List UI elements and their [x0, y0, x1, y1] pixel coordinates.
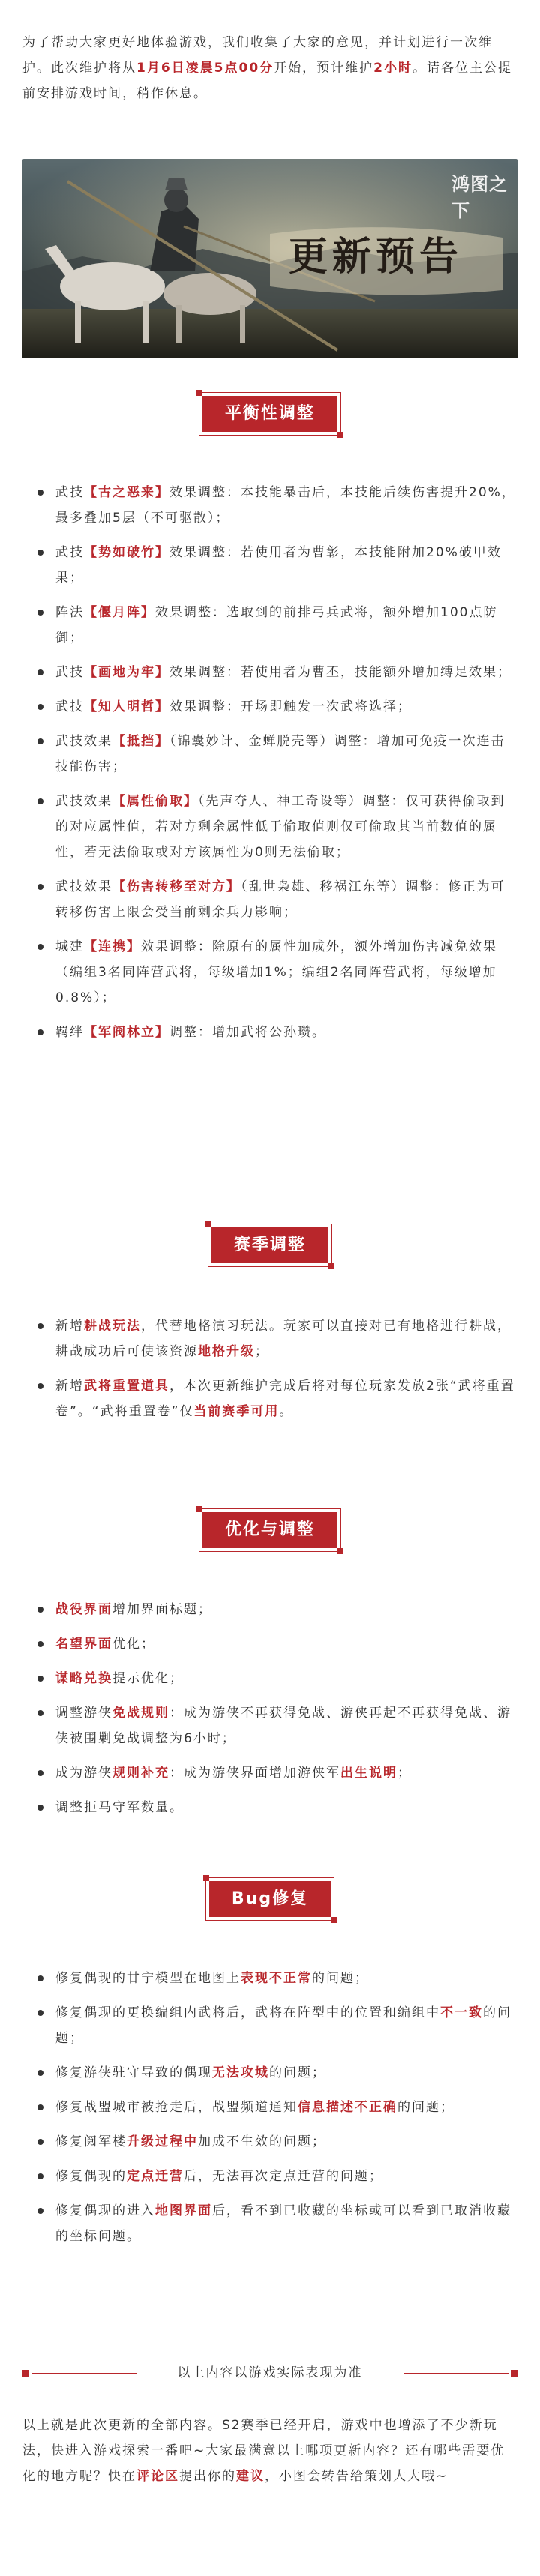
list-item: 羁绊【军阀林立】调整：增加武将公孙瓒。: [33, 1020, 518, 1045]
section-season-header: [0, 1224, 540, 1267]
game-logo: 鸿图之下: [452, 173, 508, 221]
list-item: 修复偶现的定点迁营后，无法再次定点迁营的问题；: [33, 2164, 518, 2189]
list-item: 阵法【偃月阵】效果调整：选取到的前排弓兵武将，额外增加100点防御；: [33, 600, 518, 651]
list-item: 新增武将重置道具，本次更新维护完成后将对每位玩家发放2张“武将重置卷”。“武将重置卷”仅当前赛季可用。: [33, 1373, 518, 1424]
season-list: [33, 1313, 518, 1433]
section-optimize-header: [0, 1508, 540, 1552]
maintenance-duration: 2小时: [374, 61, 412, 76]
section-title-box: [206, 1877, 334, 1921]
list-item: 谋略兑换提示优化；: [33, 1666, 518, 1691]
disclaimer-note: [22, 2360, 518, 2386]
list-item: 成为游侠规则补充：成为游侠界面增加游侠军出生说明；: [33, 1760, 518, 1786]
outro-paragraph: 以上就是此次更新的全部内容。S2赛季已经开启，游戏中也增添了不少新玩法，快进入游戏探索一番吧~大家最满意以上哪项更新内容？还有哪些需要优化的地方呢？快在评论区提出你的建议，小图会转告给策划大大哦~: [22, 2418, 506, 2484]
section-title: 优化与调整: [202, 1512, 338, 1548]
intro-paragraph: [22, 30, 519, 106]
suggestion-highlight: 建议: [236, 2469, 265, 2484]
balance-list: [33, 480, 518, 1054]
list-item: 武技效果【属性偷取】（先声夺人、神工奇设等）调整：仅可获得偷取到的对应属性值，若对方剩余属性低于偷取值则仅可偷取其当前数值的属性，若无法偷取或对方该属性为0则无法偷取；: [33, 789, 518, 865]
comment-area-highlight: 评论区: [136, 2469, 179, 2484]
section-bugfix-header: [0, 1877, 540, 1921]
section-title-box: [199, 392, 341, 436]
section-title-box: [199, 1508, 341, 1552]
list-item: 武技【画地为牢】效果调整：若使用者为曹丕，技能额外增加缚足效果；: [33, 660, 518, 685]
list-item: 修复偶现的更换编组内武将后，武将在阵型中的位置和编组中不一致的问题；: [33, 2000, 518, 2051]
section-title-box: [208, 1224, 332, 1267]
intro-text: 开始，预计维护: [274, 61, 374, 76]
maintenance-start-time: 1月6日凌晨5点00分: [136, 61, 274, 76]
banner-title: 更新预告: [289, 234, 464, 280]
optimize-list: [33, 1597, 518, 1829]
section-title: 平衡性调整: [202, 396, 338, 432]
list-item: 修复偶现的进入地图界面后，看不到已收藏的坐标或可以看到已取消收藏的坐标问题。: [33, 2198, 518, 2249]
list-item: 武技效果【伤害转移至对方】（乱世枭雄、移祸江东等）调整：修正为可转移伤害上限会受当前剩余兵力影响；: [33, 874, 518, 925]
list-item: 调整游侠免战规则：成为游侠不再获得免战、游侠再起不再获得免战、游侠被围剿免战调整为6小时；: [33, 1700, 518, 1751]
list-item: 修复游侠驻守导致的偶现无法攻城的问题；: [33, 2060, 518, 2086]
list-item: 修复阅军楼升级过程中加成不生效的问题；: [33, 2129, 518, 2155]
section-balance-header: [0, 392, 540, 436]
list-item: 调整拒马守军数量。: [33, 1795, 518, 1820]
list-item: 新增耕战玩法，代替地格演习玩法。玩家可以直接对已有地格进行耕战，耕战成功后可使该资源地格升级；: [33, 1313, 518, 1364]
intro-text: 为了帮助大家更好地体验游戏，我们收集了大家的意见，并计划进行一次维护。此次维护将从: [22, 35, 493, 76]
list-item: 武技【势如破竹】效果调整：若使用者为曹彰，本技能附加20%破甲效果；: [33, 540, 518, 591]
list-item: 武技效果【抵挡】（锦囊妙计、金蝉脱壳等）调整：增加可免疫一次连击技能伤害；: [33, 729, 518, 780]
list-item: 武技【知人明哲】效果调整：开场即触发一次武将选择；: [33, 694, 518, 720]
bugfix-list: [33, 1966, 518, 2258]
list-item: 战役界面增加界面标题；: [33, 1597, 518, 1622]
intro-text: 。请各位主公提前安排游戏时间，稍作休息。: [22, 61, 512, 101]
list-item: 名望界面优化；: [33, 1631, 518, 1657]
update-banner: [22, 159, 518, 358]
list-item: 城建【连携】效果调整：除原有的属性加成外，额外增加伤害减免效果（编组3名同阵营武将，每级增加1%；编组2名同阵营武将，每级增加0.8%）；: [33, 934, 518, 1011]
list-item: 武技【古之恶来】效果调整：本技能暴击后，本技能后续伤害提升20%，最多叠加5层（不可驱散）；: [33, 480, 518, 531]
section-title: 赛季调整: [212, 1227, 328, 1263]
list-item: 修复战盟城市被抢走后，战盟频道通知信息描述不正确的问题；: [33, 2095, 518, 2120]
disclaimer-text: 以上内容以游戏实际表现为准: [177, 2365, 363, 2380]
section-title: Bug修复: [209, 1881, 331, 1917]
list-item: 修复偶现的甘宁模型在地图上表现不正常的问题；: [33, 1966, 518, 1991]
